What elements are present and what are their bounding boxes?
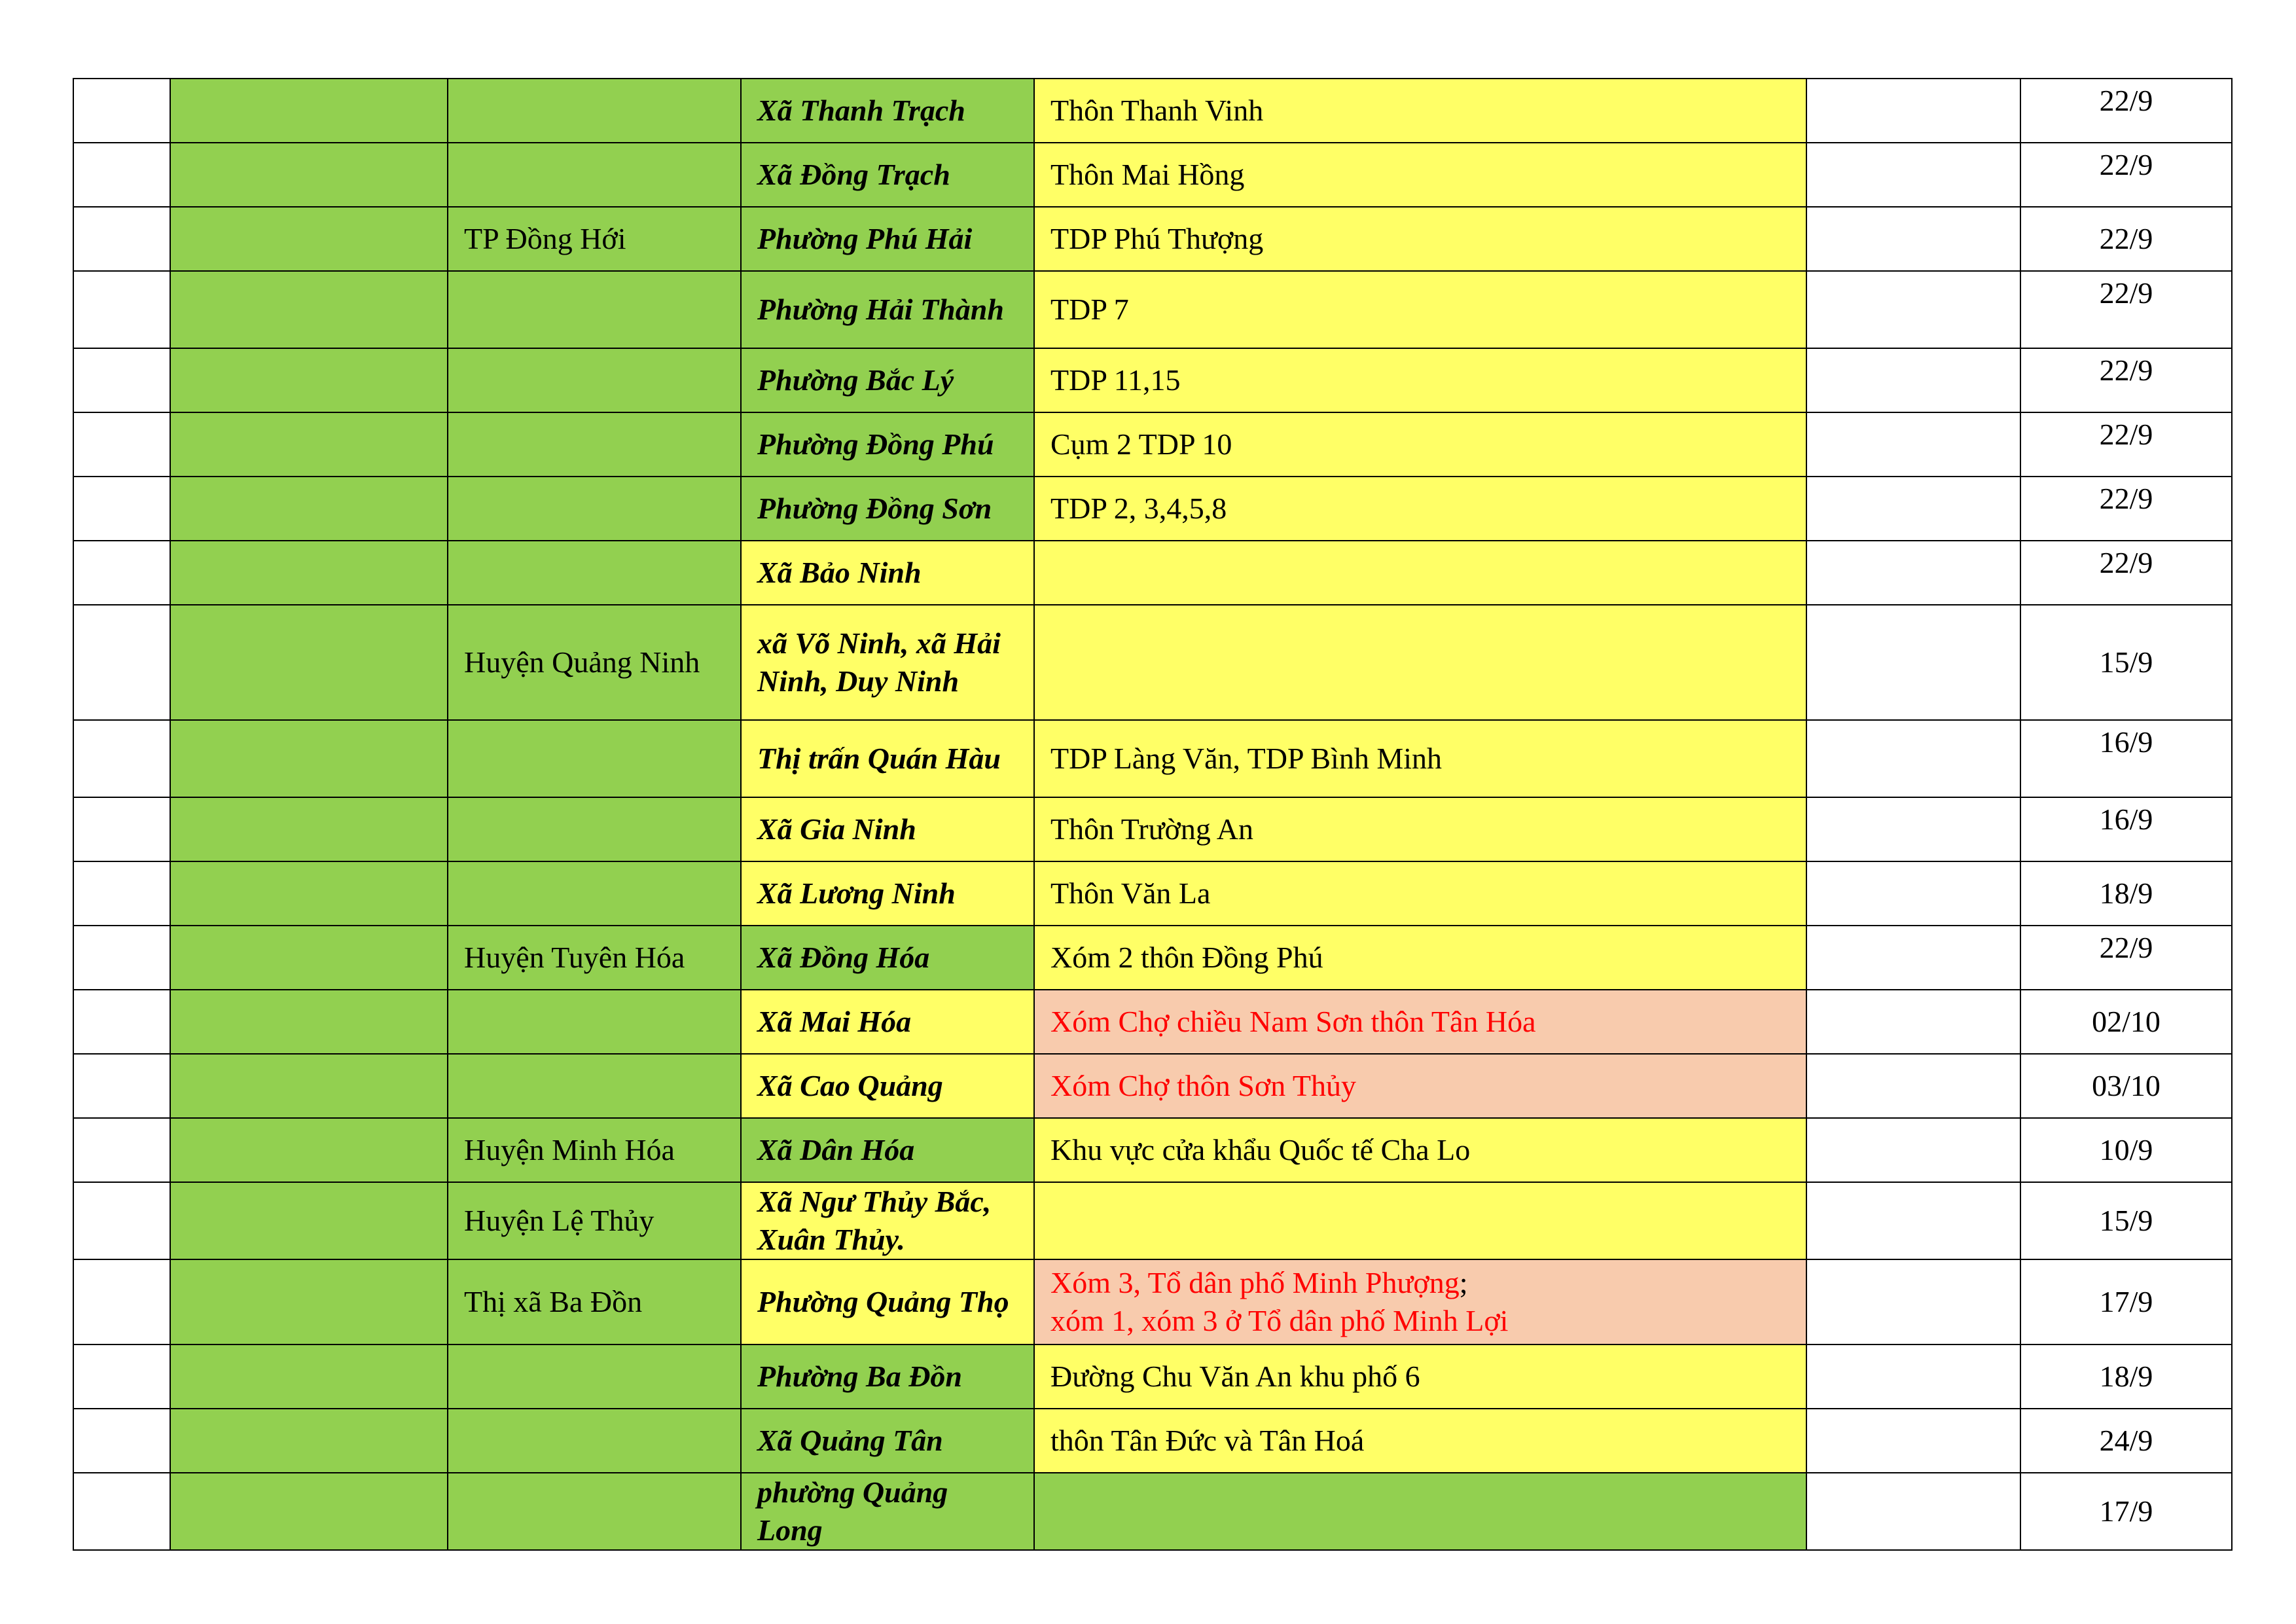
date-cell: 17/9: [2020, 1259, 2232, 1344]
commune-cell: Phường Đồng Phú: [741, 412, 1034, 477]
note-cell: [1806, 541, 2020, 605]
table-row: [73, 1118, 2232, 1182]
commune-cell: Phường Ba Đồn: [741, 1344, 1034, 1409]
note-cell: [1806, 348, 2020, 412]
note-cell: [1806, 861, 2020, 926]
note-cell: [1806, 1054, 2020, 1118]
date-cell: 22/9: [2020, 271, 2232, 348]
district-cell: [448, 271, 741, 348]
commune-cell: Xã Lương Ninh: [741, 861, 1034, 926]
district-cell: [448, 1409, 741, 1473]
commune-cell: Phường Quảng Thọ: [741, 1259, 1034, 1344]
commune-cell: Xã Thanh Trạch: [741, 79, 1034, 143]
note-cell: [1806, 143, 2020, 207]
note-cell: [1806, 1259, 2020, 1344]
district-cell: [448, 477, 741, 541]
area-cell: [1034, 605, 1806, 720]
area-cell: TDP 7: [1034, 271, 1806, 348]
district-cell: [448, 412, 741, 477]
index-cell: [73, 541, 170, 605]
table-row: [73, 79, 2232, 143]
area-line-1: Xóm 3, Tổ dân phố Minh Phượng: [1050, 1266, 1460, 1299]
area-cell: [1034, 1259, 1806, 1344]
province-cell: [170, 412, 448, 477]
area-cell: Xóm 2 thôn Đồng Phú: [1034, 926, 1806, 990]
district-cell: [448, 348, 741, 412]
province-cell: [170, 348, 448, 412]
table-row: [73, 1182, 2232, 1259]
area-cell: Xóm Chợ chiều Nam Sơn thôn Tân Hóa: [1034, 990, 1806, 1054]
index-cell: [73, 143, 170, 207]
area-cell: Cụm 2 TDP 10: [1034, 412, 1806, 477]
commune-cell: Xã Quảng Tân: [741, 1409, 1034, 1473]
table-row: [73, 207, 2232, 271]
commune-cell: xã Võ Ninh, xã Hải Ninh, Duy Ninh: [741, 605, 1034, 720]
commune-cell: Phường Bắc Lý: [741, 348, 1034, 412]
area-cell: Thôn Trường An: [1034, 797, 1806, 861]
province-cell: [170, 1054, 448, 1118]
table-row: [73, 861, 2232, 926]
province-cell: [170, 541, 448, 605]
note-cell: [1806, 477, 2020, 541]
table-row: [73, 990, 2232, 1054]
index-cell: [73, 348, 170, 412]
note-cell: [1806, 1182, 2020, 1259]
note-cell: [1806, 720, 2020, 797]
index-cell: [73, 207, 170, 271]
commune-cell: Xã Đồng Trạch: [741, 143, 1034, 207]
district-cell: TP Đồng Hới: [448, 207, 741, 271]
commune-cell: Phường Hải Thành: [741, 271, 1034, 348]
index-cell: [73, 1259, 170, 1344]
note-cell: [1806, 412, 2020, 477]
date-cell: 15/9: [2020, 1182, 2232, 1259]
commune-cell: Phường Đồng Sơn: [741, 477, 1034, 541]
date-cell: 22/9: [2020, 79, 2232, 143]
index-cell: [73, 720, 170, 797]
district-cell: [448, 143, 741, 207]
province-cell: [170, 1344, 448, 1409]
province-cell: [170, 143, 448, 207]
district-cell: [448, 1473, 741, 1550]
commune-cell: Xã Bảo Ninh: [741, 541, 1034, 605]
table-row: [73, 541, 2232, 605]
province-cell: [170, 207, 448, 271]
district-cell: Thị xã Ba Đồn: [448, 1259, 741, 1344]
date-cell: 22/9: [2020, 412, 2232, 477]
date-cell: 22/9: [2020, 541, 2232, 605]
province-cell: [170, 271, 448, 348]
date-cell: 15/9: [2020, 605, 2232, 720]
commune-cell: Xã Gia Ninh: [741, 797, 1034, 861]
area-cell: thôn Tân Đức và Tân Hoá: [1034, 1409, 1806, 1473]
date-cell: 22/9: [2020, 926, 2232, 990]
outbreak-locations-table: [73, 78, 2233, 1551]
index-cell: [73, 990, 170, 1054]
area-cell: Thôn Thanh Vinh: [1034, 79, 1806, 143]
index-cell: [73, 797, 170, 861]
table-row: [73, 1259, 2232, 1344]
province-cell: [170, 990, 448, 1054]
district-cell: Huyện Tuyên Hóa: [448, 926, 741, 990]
area-cell: TDP Phú Thượng: [1034, 207, 1806, 271]
date-cell: 03/10: [2020, 1054, 2232, 1118]
table-row: [73, 926, 2232, 990]
area-cell: Xóm Chợ thôn Sơn Thủy: [1034, 1054, 1806, 1118]
index-cell: [73, 926, 170, 990]
province-cell: [170, 926, 448, 990]
province-cell: [170, 1409, 448, 1473]
area-cell: TDP Làng Văn, TDP Bình Minh: [1034, 720, 1806, 797]
date-cell: 10/9: [2020, 1118, 2232, 1182]
index-cell: [73, 605, 170, 720]
index-cell: [73, 412, 170, 477]
province-cell: [170, 79, 448, 143]
table-body: [73, 79, 2232, 1550]
date-cell: 18/9: [2020, 1344, 2232, 1409]
index-cell: [73, 271, 170, 348]
index-cell: [73, 1054, 170, 1118]
province-cell: [170, 1118, 448, 1182]
province-cell: [170, 1182, 448, 1259]
province-cell: [170, 720, 448, 797]
area-cell: Đường Chu Văn An khu phố 6: [1034, 1344, 1806, 1409]
table-row: [73, 1473, 2232, 1550]
index-cell: [73, 477, 170, 541]
index-cell: [73, 861, 170, 926]
index-cell: [73, 1182, 170, 1259]
area-cell: [1034, 1473, 1806, 1550]
district-cell: [448, 541, 741, 605]
note-cell: [1806, 1409, 2020, 1473]
province-cell: [170, 1259, 448, 1344]
table-row: [73, 1409, 2232, 1473]
table-row: [73, 477, 2232, 541]
area-cell: Thôn Văn La: [1034, 861, 1806, 926]
district-cell: [448, 720, 741, 797]
commune-cell: phường Quảng Long: [741, 1473, 1034, 1550]
date-cell: 02/10: [2020, 990, 2232, 1054]
province-cell: [170, 605, 448, 720]
province-cell: [170, 861, 448, 926]
area-cell: Khu vực cửa khẩu Quốc tế Cha Lo: [1034, 1118, 1806, 1182]
index-cell: [73, 1344, 170, 1409]
commune-cell: Phường Phú Hải: [741, 207, 1034, 271]
area-cell: [1034, 541, 1806, 605]
commune-cell: Xã Mai Hóa: [741, 990, 1034, 1054]
area-cell: TDP 2, 3,4,5,8: [1034, 477, 1806, 541]
note-cell: [1806, 1344, 2020, 1409]
note-cell: [1806, 990, 2020, 1054]
district-cell: [448, 1344, 741, 1409]
commune-cell: Xã Đồng Hóa: [741, 926, 1034, 990]
province-cell: [170, 1473, 448, 1550]
date-cell: 22/9: [2020, 477, 2232, 541]
table-row: [73, 1344, 2232, 1409]
separator: ;: [1459, 1266, 1468, 1299]
date-cell: 22/9: [2020, 207, 2232, 271]
note-cell: [1806, 271, 2020, 348]
table-row: [73, 605, 2232, 720]
district-cell: Huyện Lệ Thủy: [448, 1182, 741, 1259]
province-cell: [170, 477, 448, 541]
note-cell: [1806, 1473, 2020, 1550]
note-cell: [1806, 1118, 2020, 1182]
index-cell: [73, 1409, 170, 1473]
date-cell: 22/9: [2020, 348, 2232, 412]
date-cell: 24/9: [2020, 1409, 2232, 1473]
area-cell: Thôn Mai Hồng: [1034, 143, 1806, 207]
table-row: [73, 797, 2232, 861]
district-cell: Huyện Quảng Ninh: [448, 605, 741, 720]
note-cell: [1806, 797, 2020, 861]
table-row: [73, 720, 2232, 797]
table-row: [73, 348, 2232, 412]
district-cell: Huyện Minh Hóa: [448, 1118, 741, 1182]
table-row: [73, 1054, 2232, 1118]
table-row: [73, 271, 2232, 348]
commune-cell: Xã Cao Quảng: [741, 1054, 1034, 1118]
province-cell: [170, 797, 448, 861]
area-cell: TDP 11,15: [1034, 348, 1806, 412]
district-cell: [448, 1054, 741, 1118]
table-row: [73, 412, 2232, 477]
note-cell: [1806, 79, 2020, 143]
index-cell: [73, 1473, 170, 1550]
district-cell: [448, 79, 741, 143]
district-cell: [448, 990, 741, 1054]
commune-cell: Xã Dân Hóa: [741, 1118, 1034, 1182]
area-cell: [1034, 1182, 1806, 1259]
district-cell: [448, 797, 741, 861]
note-cell: [1806, 207, 2020, 271]
date-cell: 22/9: [2020, 143, 2232, 207]
date-cell: 18/9: [2020, 861, 2232, 926]
commune-cell: Thị trấn Quán Hàu: [741, 720, 1034, 797]
note-cell: [1806, 605, 2020, 720]
index-cell: [73, 1118, 170, 1182]
date-cell: 16/9: [2020, 720, 2232, 797]
table-row: [73, 143, 2232, 207]
date-cell: 16/9: [2020, 797, 2232, 861]
note-cell: [1806, 926, 2020, 990]
commune-cell: Xã Ngư Thủy Bắc, Xuân Thủy.: [741, 1182, 1034, 1259]
district-cell: [448, 861, 741, 926]
index-cell: [73, 79, 170, 143]
area-line-2: xóm 1, xóm 3 ở Tổ dân phố Minh Lợi: [1050, 1304, 1509, 1337]
date-cell: 17/9: [2020, 1473, 2232, 1550]
